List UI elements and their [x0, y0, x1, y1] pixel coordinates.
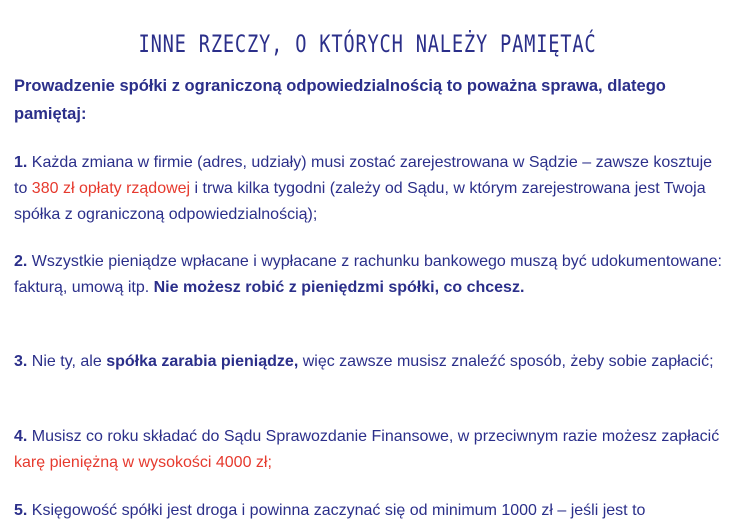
- list-item-2: [14, 249, 724, 301]
- intro-paragraph: Prowadzenie spółki z ograniczoną odpowiedzialnością to poważna sprawa, dlatego pamiętaj:: [14, 77, 666, 123]
- item-text: Każda zmiana w firmie (adres, udziały) musi zostać zarejestrowana w Sądzie – zawsze kosztuje to: [14, 154, 713, 197]
- item-text: Księgowość spółki jest droga i powinna zaczynać się od minimum 1000 zł – jeśli jest to: [27, 502, 646, 519]
- item-number: 5.: [14, 502, 28, 519]
- list-item-3: [14, 349, 724, 375]
- item-text: Wszystkie pieniądze wpłacane i wypłacane z rachunku bankowego muszą być udokumentowane: fakturą, umową itp.: [14, 253, 722, 296]
- item-number: 1.: [14, 154, 28, 171]
- item-highlight: 380 zł opłaty rządowej: [31, 180, 191, 197]
- item-number: 4.: [14, 428, 28, 445]
- list-item-4: [14, 424, 724, 476]
- item-text: Musisz co roku składać do Sądu Sprawozdanie Finansowe, w przeciwnym razie możesz zapłacić: [27, 428, 720, 445]
- item-bold-text: spółka zarabia pieniądze,: [106, 353, 299, 370]
- list-item-1: [14, 150, 724, 228]
- item-number: 2.: [14, 253, 28, 270]
- page-title: INNE RZECZY, O KTÓRYCH NALEŻY PAMIĘTAĆ: [138, 30, 597, 58]
- item-text-continued: i trwa kilka tygodni (zależy od Sądu, w którym zarejestrowana jest Twoja spółka z ograniczoną odpowiedzialnością);: [14, 180, 706, 223]
- item-text: Nie ty, ale: [27, 353, 107, 370]
- item-text-continued: więc zawsze musisz znaleźć sposób, żeby sobie zapłacić;: [298, 353, 714, 370]
- item-highlight: karę pieniężną w wysokości 4000 zł;: [14, 454, 272, 471]
- item-number: 3.: [14, 353, 28, 370]
- list-item-5: [14, 498, 724, 524]
- item-bold-text: Nie możesz robić z pieniędzmi spółki, co chcesz.: [153, 279, 525, 296]
